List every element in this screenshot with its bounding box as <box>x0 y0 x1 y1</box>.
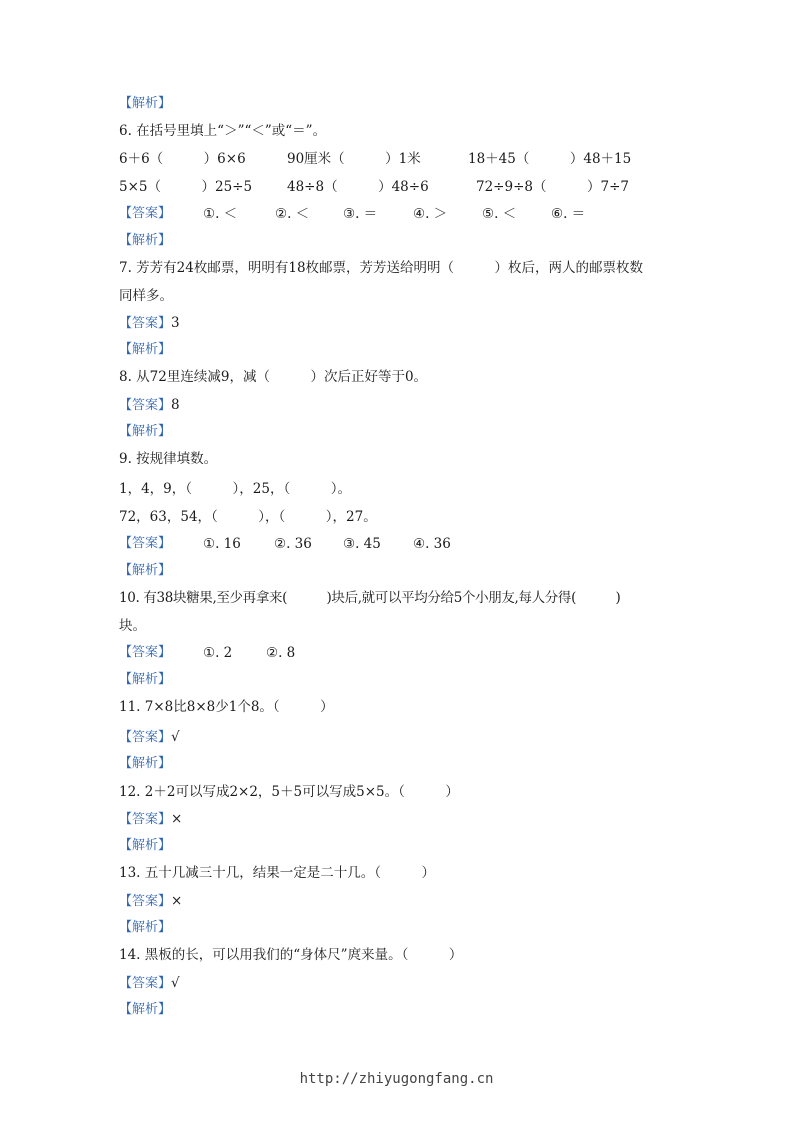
footer-url: http://zhiyugongfang.cn <box>299 1071 494 1087</box>
answer-label: 【答案】 <box>119 536 172 551</box>
analysis-label: 【解析】 <box>119 424 172 439</box>
answer-value: × <box>171 893 183 909</box>
question-13-stem: 13. 五十几减三十几，结果一定是二十几。（ ） <box>119 865 436 881</box>
question-7-answer-row <box>119 314 180 333</box>
question-6-stem: 6. 在括号里填上“＞”“＜”或“＝”。 <box>119 123 327 139</box>
answer-item: ⑤. ＜ <box>482 206 517 222</box>
analysis-label: 【解析】 <box>119 838 172 853</box>
answer-label: 【答案】 <box>119 398 172 413</box>
question-6-item-6: 72÷9÷8（ ）7÷7 <box>476 179 629 195</box>
question-13-answer-row <box>119 892 182 911</box>
answer-value: × <box>171 811 183 827</box>
answer-item: ①. 16 <box>203 536 241 552</box>
answer-label: 【答案】 <box>119 812 172 827</box>
answer-item: ①. 2 <box>203 645 233 661</box>
answer-label: 【答案】 <box>119 894 172 909</box>
answer-item: ②. 8 <box>266 645 296 661</box>
answer-item: ②. ＜ <box>275 206 310 222</box>
answer-label: 【答案】 <box>119 976 172 991</box>
answer-value: √ <box>171 975 180 991</box>
question-12-answer-row <box>119 810 182 829</box>
answer-item: ⑥. ＝ <box>551 206 586 222</box>
question-14-stem: 14. 黑板的长，可以用我们的“身体尺”庹来量。（ ） <box>119 947 463 963</box>
answer-value: 8 <box>171 397 180 413</box>
analysis-label: 【解析】 <box>119 1002 172 1017</box>
question-9-row-1: 1，4，9，（ ），25，（ ）。 <box>119 481 351 497</box>
answer-label: 【答案】 <box>119 316 172 331</box>
answer-item: ④. 36 <box>413 536 451 552</box>
question-6-item-2: 90厘米（ ）1米 <box>287 151 421 167</box>
answer-item: ④. ＞ <box>413 206 448 222</box>
question-6-item-1: 6＋6（ ）6×6 <box>119 151 246 167</box>
question-8-answer-row <box>119 396 180 415</box>
answer-item: ②. 36 <box>274 536 312 552</box>
analysis-label: 【解析】 <box>119 342 172 357</box>
question-11-stem: 11. 7×8比8×8少1个8。（ ） <box>119 699 334 715</box>
question-8-stem: 8. 从72里连续减9，减（ ）次后正好等于0。 <box>119 369 428 385</box>
question-6-item-5: 48÷8（ ）48÷6 <box>287 179 429 195</box>
answer-label: 【答案】 <box>119 730 172 745</box>
answer-item: ③. 45 <box>343 536 381 552</box>
answer-value: √ <box>171 729 180 745</box>
question-11-answer-row <box>119 728 180 747</box>
question-6-item-3: 18＋45（ ）48＋15 <box>468 151 632 167</box>
question-6-item-4: 5×5（ ）25÷5 <box>119 179 253 195</box>
answer-value: 3 <box>171 315 180 331</box>
question-9-row-2: 72，63，54，（ ），（ ），27。 <box>119 509 377 525</box>
analysis-label: 【解析】 <box>119 920 172 935</box>
answer-item: ③. ＝ <box>343 206 378 222</box>
question-9-stem: 9. 按规律填数。 <box>119 451 218 467</box>
question-12-stem: 12. 2＋2可以写成2×2，5＋5可以写成5×5。（ ） <box>119 784 459 800</box>
question-7-stem-continued: 同样多。 <box>119 288 173 304</box>
analysis-label: 【解析】 <box>119 96 172 111</box>
question-7-stem: 7. 芳芳有24枚邮票，明明有18枚邮票，芳芳送给明明（ ）枚后，两人的邮票枚数 <box>119 260 644 276</box>
analysis-label: 【解析】 <box>119 563 172 578</box>
answer-label: 【答案】 <box>119 206 172 221</box>
answer-label: 【答案】 <box>119 645 172 660</box>
question-14-answer-row <box>119 974 180 993</box>
question-10-stem-continued: 块。 <box>119 618 146 634</box>
analysis-label: 【解析】 <box>119 233 172 248</box>
analysis-label: 【解析】 <box>119 756 172 771</box>
question-10-stem: 10. 有38块糖果,至少再拿来( )块后,就可以平均分给5个小朋友,每人分得( ) <box>119 590 621 606</box>
analysis-label: 【解析】 <box>119 672 172 687</box>
answer-item: ①. ＜ <box>203 206 238 222</box>
